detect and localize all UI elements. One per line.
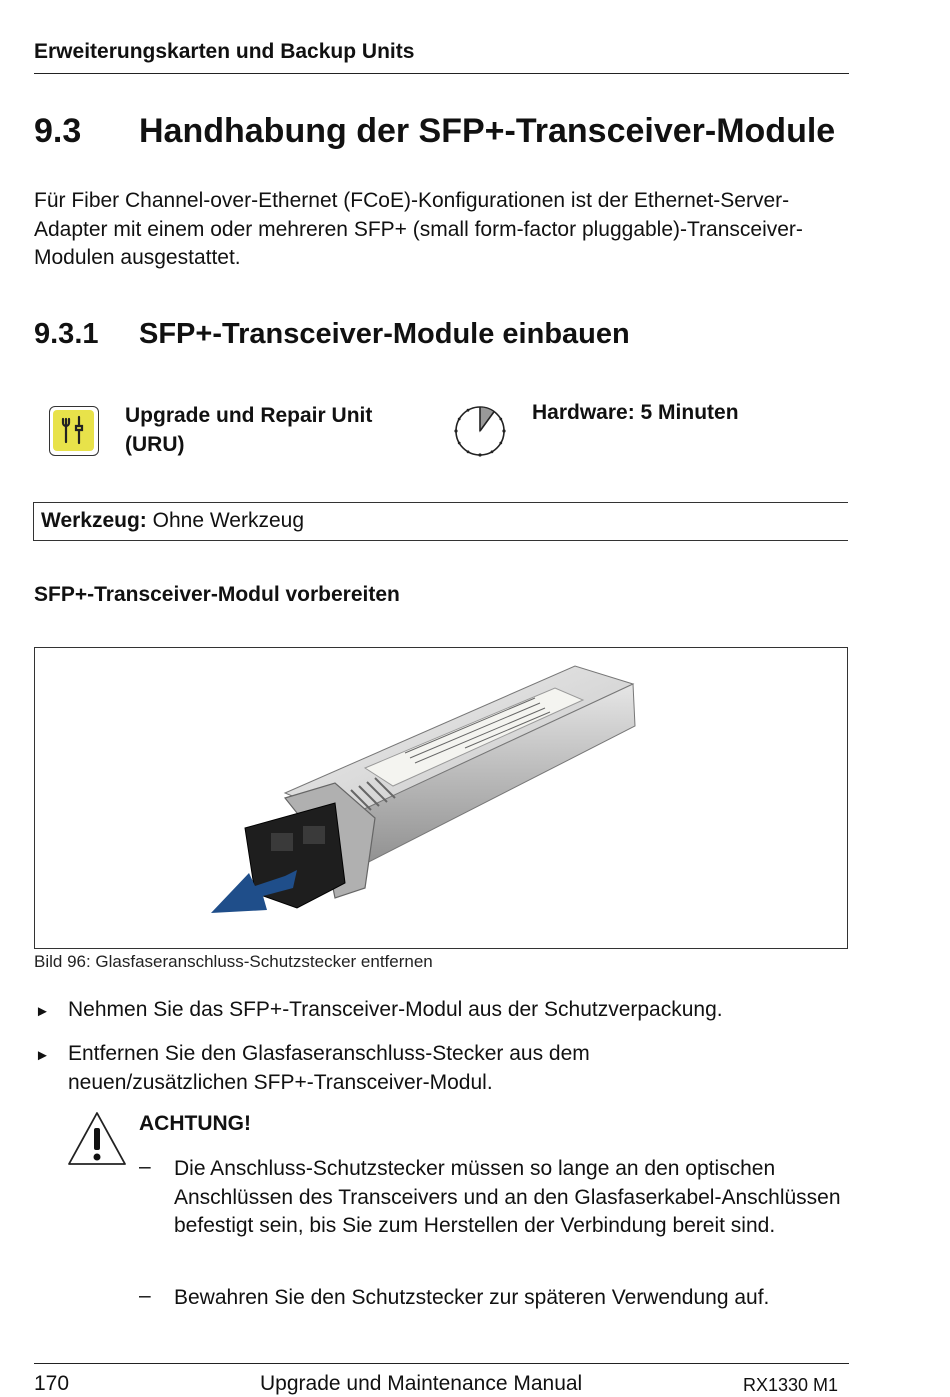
- section-title: Handhabung der SFP+-Transceiver-Module: [139, 112, 836, 150]
- tools-value: Ohne Werkzeug: [152, 509, 305, 532]
- figure-sfp-module: [34, 647, 848, 949]
- step-text: Nehmen Sie das SFP+-Transceiver-Modul aus der Schutzverpackung.: [68, 998, 723, 1021]
- wrench-screwdriver-icon: [49, 406, 99, 456]
- section-number: 9.3: [34, 112, 82, 150]
- page-number: 170: [34, 1372, 70, 1395]
- caution-item-marker: –: [139, 1155, 151, 1178]
- caution-title: ACHTUNG!: [139, 1112, 251, 1135]
- subsection-number: 9.3.1: [34, 318, 99, 350]
- caution-item-text: Die Anschluss-Schutzstecker müssen so lange an den optischen Anschlüssen des Transceivers und an den Glasfaserkabel-Anschlüssen befestigt sein, bis Sie zum Herstellen der Verbindung bereit sind.: [174, 1157, 841, 1237]
- figure-caption: Bild 96: Glasfaseranschluss-Schutzstecker entfernen: [34, 952, 433, 971]
- tools-line: [41, 509, 304, 533]
- prepare-heading: SFP+-Transceiver-Modul vorbereiten: [34, 583, 400, 606]
- uru-label: Upgrade und Repair Unit (URU): [125, 404, 373, 456]
- header-rule: [34, 73, 849, 74]
- step-marker: ►: [35, 1047, 50, 1064]
- tools-label: Werkzeug:: [41, 509, 147, 532]
- step-text: Entfernen Sie den Glasfaseranschluss-Stecker aus dem neuen/zusätzlichen SFP+-Transceiver-Modul.: [68, 1042, 590, 1094]
- section-intro: Für Fiber Channel-over-Ethernet (FCoE)-Konfigurationen ist der Ethernet-Server-Adapter mit einem oder mehreren SFP+ (small form-factor pluggable)-Transceiver-Modulen ausgestattet.: [34, 189, 803, 269]
- subsection-title: SFP+-Transceiver-Module einbauen: [139, 318, 630, 350]
- caution-item-text: Bewahren Sie den Schutzstecker zur späteren Verwendung auf.: [174, 1286, 770, 1309]
- clock-icon: [453, 404, 507, 458]
- footer-title: Upgrade und Maintenance Manual: [260, 1372, 583, 1395]
- footer-model: RX1330 M1: [743, 1375, 839, 1395]
- caution-item-marker: –: [139, 1284, 151, 1307]
- step-marker: ►: [35, 1003, 50, 1020]
- running-header: Erweiterungskarten und Backup Units: [34, 40, 415, 63]
- warning-triangle-icon: [66, 1110, 128, 1168]
- footer-rule: [34, 1363, 849, 1364]
- hardware-time-label: Hardware: 5 Minuten: [532, 401, 739, 424]
- sfp-module-body: [245, 666, 635, 908]
